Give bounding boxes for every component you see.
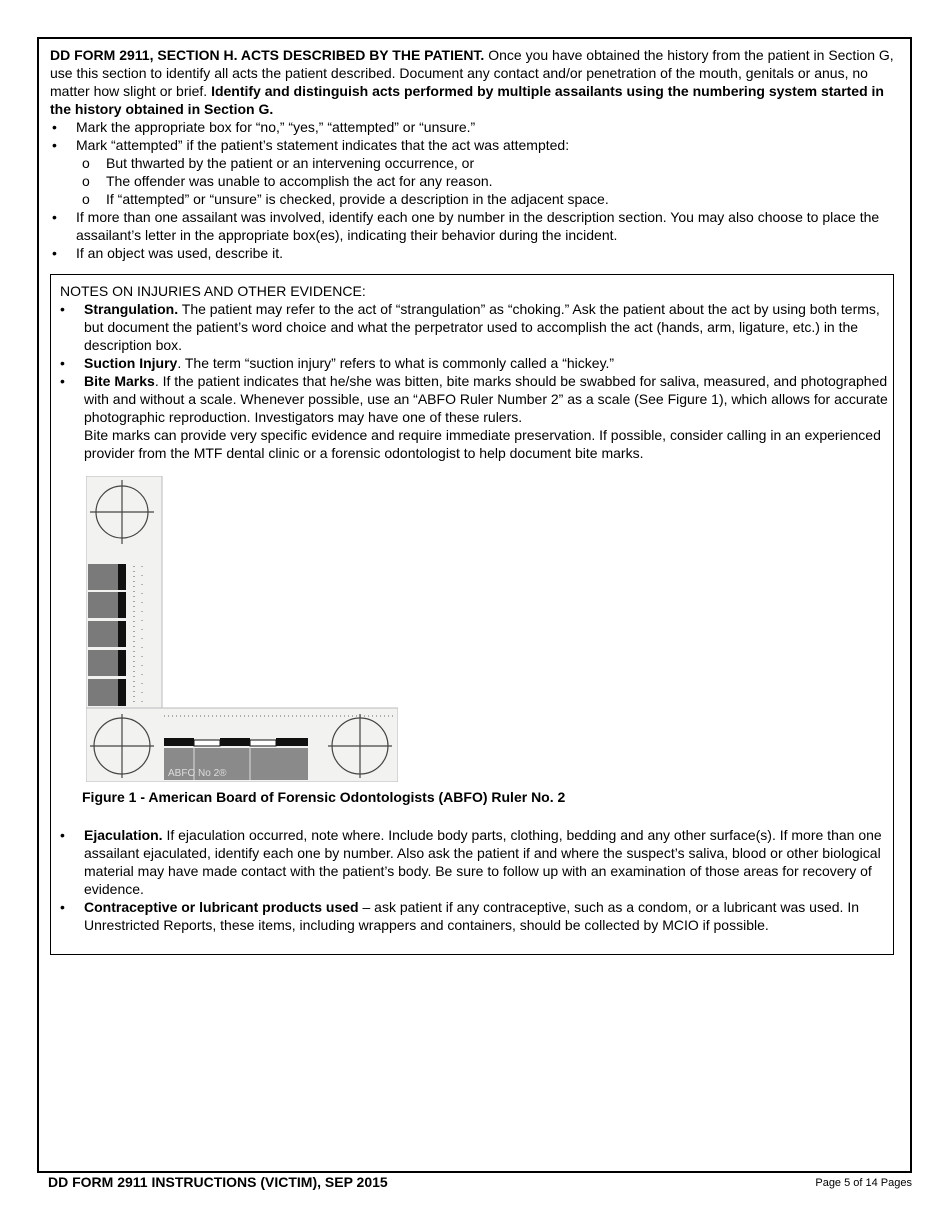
note-label: Ejaculation. <box>84 827 163 843</box>
note-label: Strangulation. <box>84 301 179 317</box>
form-identifier: DD FORM 2911 INSTRUCTIONS (VICTIM), SEP 2015 <box>48 1174 388 1190</box>
list-item-text: Mark “attempted” if the patient’s statement indicates that the act was attempted: <box>76 137 570 153</box>
intro-paragraph <box>50 46 902 118</box>
note-text: . The term “suction injury” refers to what is commonly called a “hickey.” <box>177 355 615 371</box>
note-contraceptive <box>60 898 890 934</box>
list-item <box>50 208 902 244</box>
note-bite-marks <box>60 372 888 462</box>
list-item-text: Mark the appropriate box for “no,” “yes,” “attempted” or “unsure.” <box>76 119 476 135</box>
sub-list-item-text: But thwarted by the patient or an intervening occurrence, or <box>106 155 475 171</box>
note-label: Suction Injury <box>84 355 178 371</box>
instruction-list <box>50 118 902 262</box>
section-h-instructions <box>50 46 902 262</box>
note-suction <box>60 354 888 372</box>
sub-list <box>76 154 902 208</box>
figure-caption: Figure 1 - American Board of Forensic Odontologists (ABFO) Ruler No. 2 <box>82 789 566 805</box>
note-text: – ask patient if any contraceptive, such as a condom, or a lubricant was used. In Unrestricted Reports, these items, including wrappers and containers, should be collected by MCIO if possible. <box>84 899 859 933</box>
list-item-text: If an object was used, describe it. <box>76 245 283 261</box>
sub-list-item-text: If “attempted” or “unsure” is checked, provide a description in the adjacent space. <box>106 191 609 207</box>
sub-list-item-text: The offender was unable to accomplish the act for any reason. <box>106 173 493 189</box>
notes-title: NOTES ON INJURIES AND OTHER EVIDENCE: <box>60 283 366 299</box>
intro-text: Once you have obtained the history from the patient in Section G, use this section to identify all acts the patient described. Document any contact and/or penetration of the mouth, genitals or anus, no matter how slight or brief. <box>50 47 894 99</box>
section-heading: DD FORM 2911, SECTION H. ACTS DESCRIBED BY THE PATIENT. <box>50 47 485 63</box>
ruler-brand-label: ABFO No 2® <box>168 768 227 779</box>
page-number: Page 5 of 14 Pages <box>815 1177 912 1189</box>
notes-content <box>60 282 888 462</box>
sub-list-item <box>82 154 902 172</box>
intro-bold-text: Identify and distinguish acts performed by multiple assailants using the numbering system started in the history obtained in Section G. <box>50 83 884 117</box>
note-text: Bite marks can provide very specific evidence and require immediate preservation. If possible, consider calling in an experienced provider from the MTF dental clinic or a forensic odontologist to help document bite marks. <box>84 427 881 461</box>
note-ejaculation <box>60 826 890 898</box>
sub-list-item <box>82 172 902 190</box>
notes-list <box>60 300 888 462</box>
sub-list-item <box>82 190 902 208</box>
note-strangulation <box>60 300 888 354</box>
list-item <box>50 136 902 208</box>
notes-list <box>60 826 890 934</box>
abfo-ruler-image <box>86 476 398 782</box>
note-text: The patient may refer to the act of “strangulation” as “choking.” Ask the patient about the act by using both terms, but document the patient’s word choice and what the perpetrator used to accomplish the act (hands, arm, ligature, etc.) in the description box. <box>84 301 880 353</box>
list-item <box>50 244 902 262</box>
note-label: Bite Marks <box>84 373 155 389</box>
note-text: . If the patient indicates that he/she was bitten, bite marks should be swabbed for saliva, measured, and photographed with and without a scale. Whenever possible, use an “ABFO Ruler Number 2” as a scale (See Figure 1), which allows for accurate photographic reproduction. Investigators may have one of these rulers. <box>84 373 888 425</box>
list-item <box>50 118 902 136</box>
note-text: If ejaculation occurred, note where. Include body parts, clothing, bedding and any other surface(s). If more than one assailant ejaculated, identify each one by number. Also ask the patient if and where the suspect’s saliva, blood or other biological material may have made contact with the patient’s body. Be sure to follow up with an examination of those areas for recovery of evidence. <box>84 827 882 897</box>
notes-content-continued <box>60 826 890 934</box>
list-item-text: If more than one assailant was involved, identify each one by number in the description section. You may also choose to place the assailant’s letter in the appropriate box(es), indicating their behavior during the incident. <box>76 209 880 243</box>
note-label: Contraceptive or lubricant products used <box>84 899 359 915</box>
